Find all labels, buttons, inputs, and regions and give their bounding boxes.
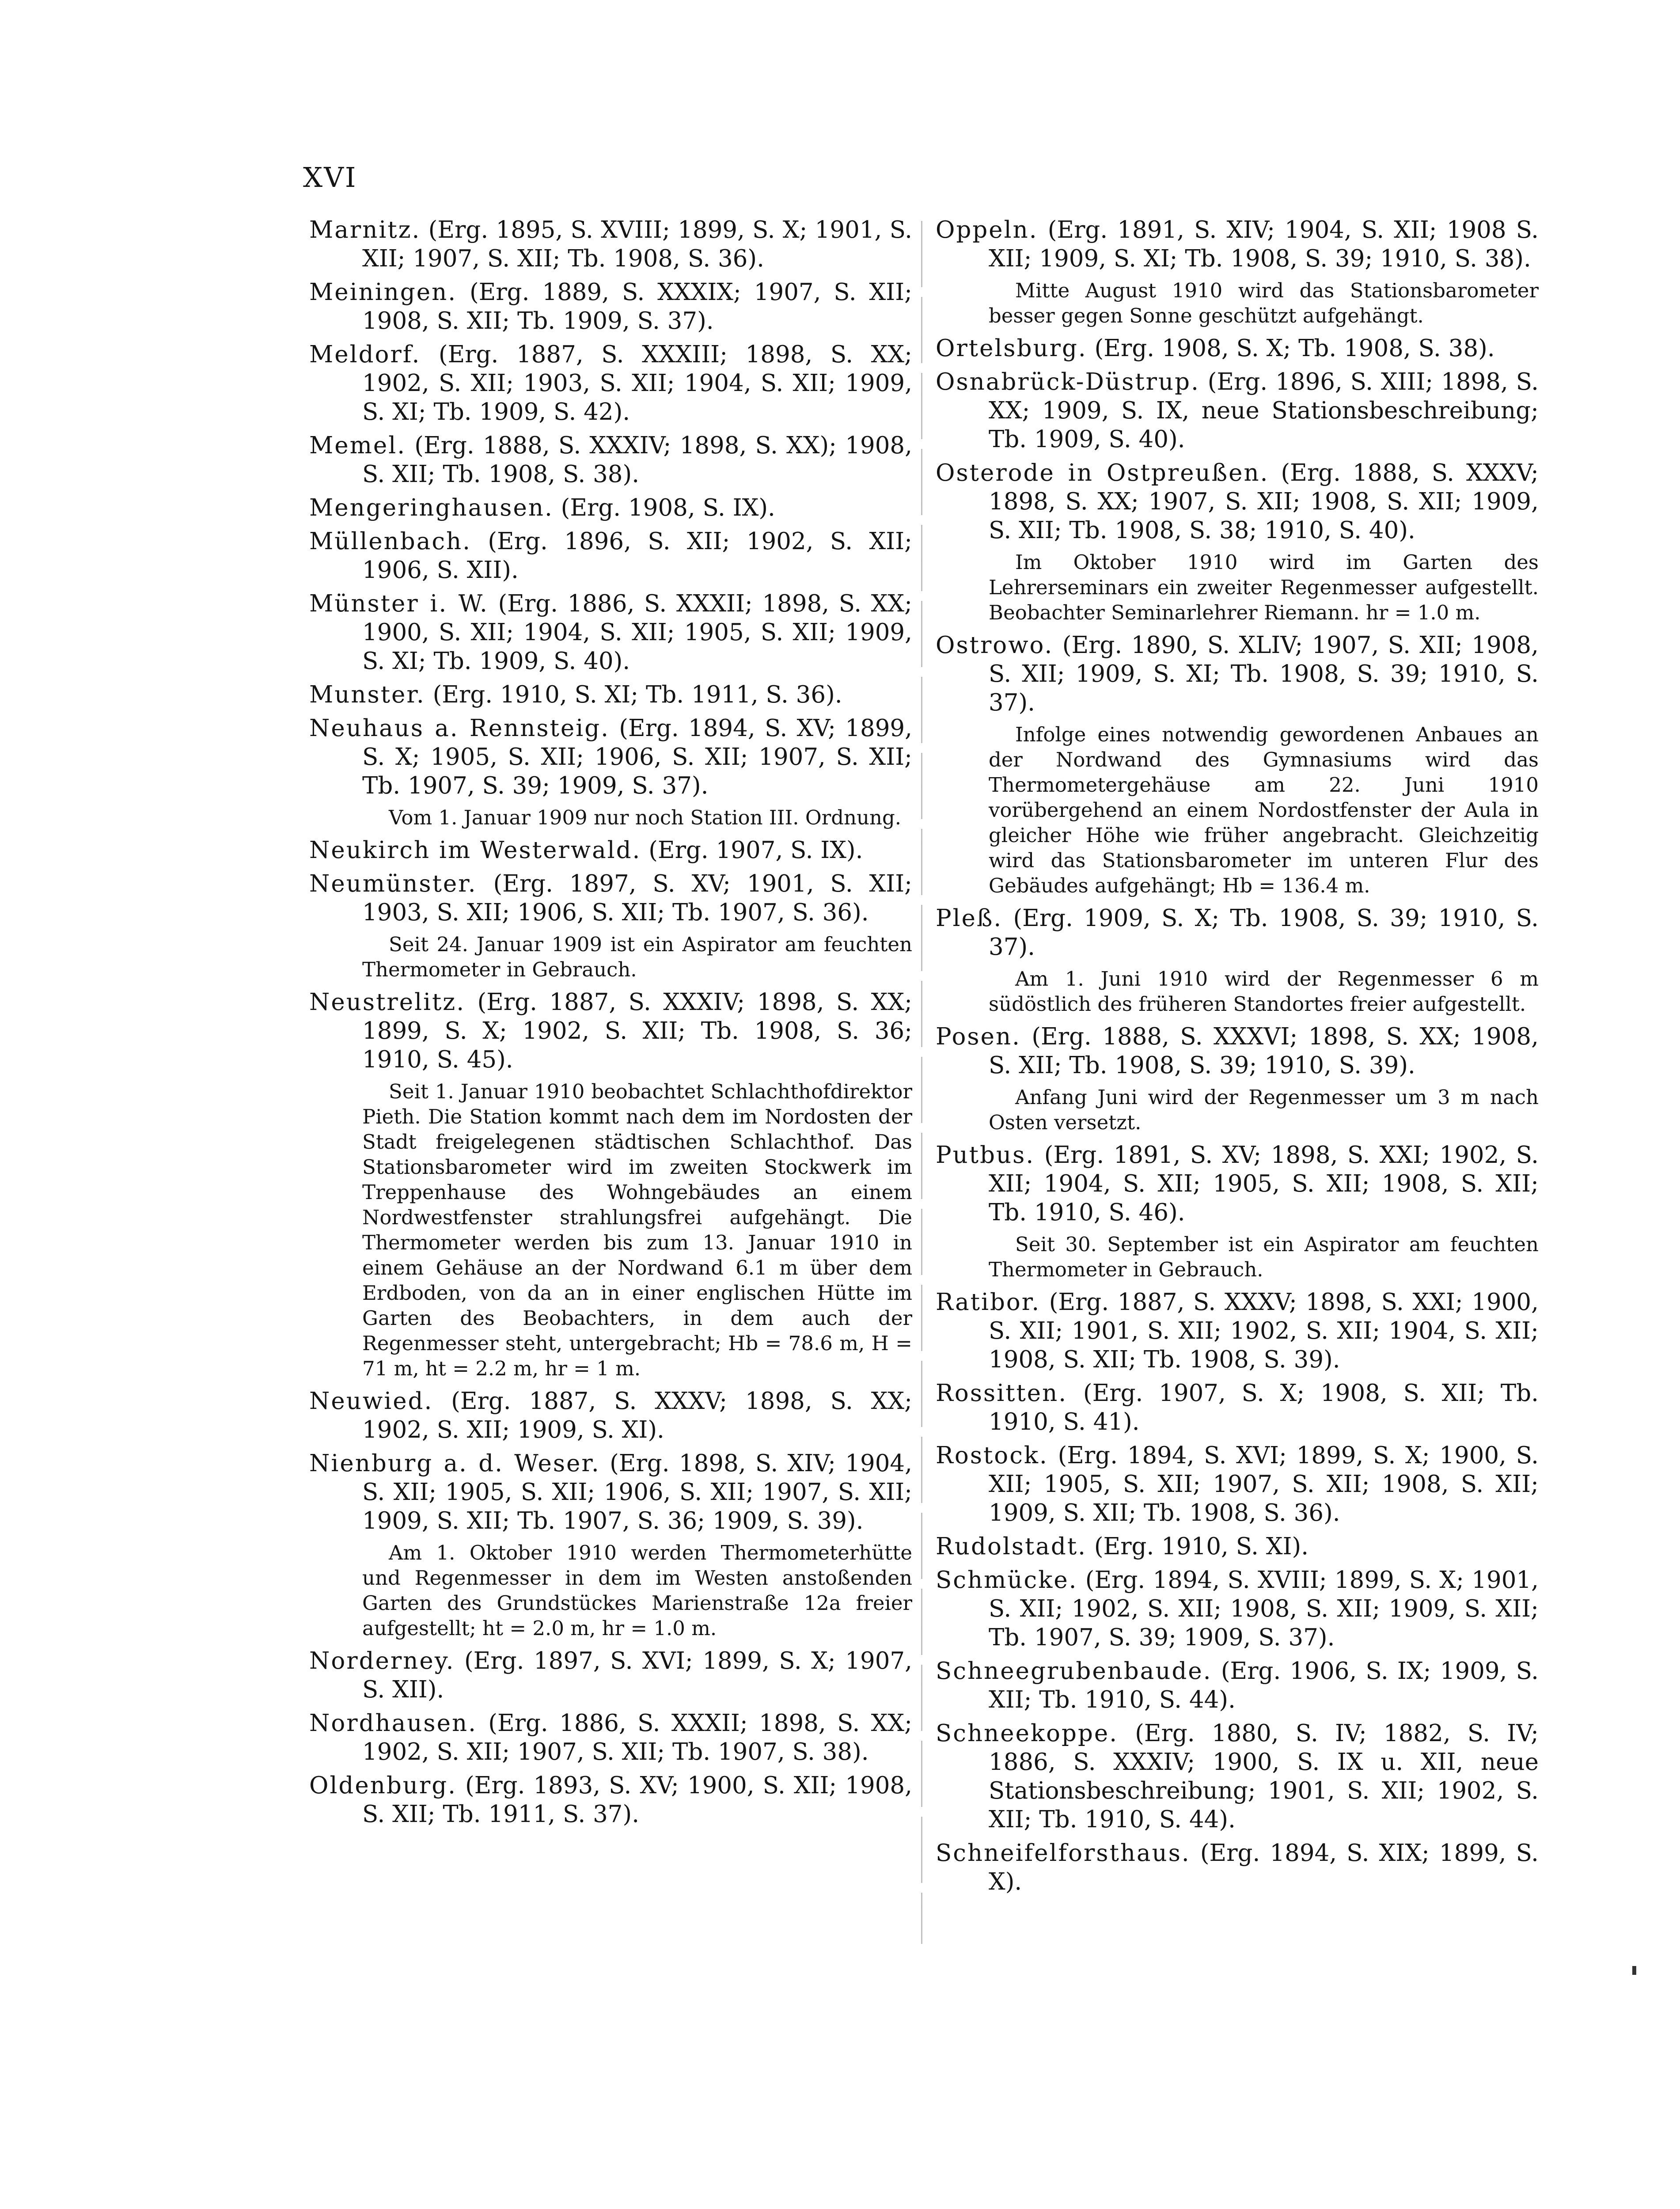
station-references: (Erg. 1907, S. IX).	[641, 837, 863, 864]
station-entry	[309, 836, 912, 865]
left-column	[309, 216, 912, 1833]
column-divider	[921, 221, 922, 1944]
station-name: Ortelsburg.	[936, 335, 1087, 362]
station-name: Meiningen.	[309, 279, 457, 306]
station-references: (Erg. 1888, S. XXXVI; 1898, S. XX; 1908, S. XII; Tb. 1908, S. 39; 1910, S. 39).	[989, 1023, 1539, 1079]
station-name: Rudolstadt.	[936, 1533, 1087, 1560]
station-name: Meldorf.	[309, 341, 421, 368]
station-name: Nordhausen.	[309, 1710, 477, 1737]
station-name: Müllenbach.	[309, 528, 471, 555]
station-entry	[309, 1709, 912, 1766]
station-name: Norderney.	[309, 1647, 455, 1674]
station-entry	[309, 1771, 912, 1829]
station-references: (Erg. 1908, S. X; Tb. 1908, S. 38).	[1087, 335, 1495, 362]
station-name: Schneifelforsthaus.	[936, 1840, 1191, 1867]
station-references: (Erg. 1908, S. IX).	[553, 494, 775, 521]
station-references: (Erg. 1896, S. XII; 1902, S. XII; 1906, S. XII).	[362, 528, 912, 584]
station-references: (Erg. 1907, S. X; 1908, S. XII; Tb. 1910, S. 41).	[989, 1380, 1539, 1435]
station-entry	[309, 988, 912, 1074]
station-name: Schneegrubenbaude.	[936, 1658, 1212, 1685]
station-references: (Erg. 1910, S. XI).	[1087, 1533, 1309, 1560]
station-name: Putbus.	[936, 1142, 1035, 1169]
station-entry	[936, 368, 1539, 454]
station-entry	[936, 334, 1539, 363]
station-entry	[936, 1022, 1539, 1080]
station-references: (Erg. 1893, S. XV; 1900, S. XII; 1908, S. XII; Tb. 1911, S. 37).	[362, 1772, 912, 1828]
station-entry	[309, 1449, 912, 1535]
ink-speck	[1632, 1966, 1636, 1975]
station-name: Oldenburg.	[309, 1772, 457, 1799]
station-name: Memel.	[309, 432, 406, 459]
station-references: (Erg. 1910, S. XI; Tb. 1911, S. 36).	[425, 681, 842, 708]
station-entry	[936, 1657, 1539, 1714]
station-name: Neustrelitz.	[309, 989, 466, 1016]
station-entry	[309, 278, 912, 335]
station-references: (Erg. 1898, S. XIV; 1904, S. XII; 1905, S. XII; 1906, S. XII; 1907, S. XII; 1909, S. XII; Tb. 1907, S. 36; 1909, S. 39).	[362, 1450, 913, 1534]
station-entry	[936, 1532, 1539, 1561]
station-references: (Erg. 1897, S. XV; 1901, S. XII; 1903, S. XII; 1906, S. XII; Tb. 1907, S. 36).	[362, 870, 912, 926]
station-name: Neukirch im Westerwald.	[309, 837, 641, 864]
station-entry	[936, 1288, 1539, 1374]
station-references: (Erg. 1891, S. XIV; 1904, S. XII; 1908 S. XII; 1909, S. XI; Tb. 1908, S. 39; 1910, S. 38).	[989, 216, 1539, 272]
station-entry	[309, 714, 912, 800]
station-entry	[936, 216, 1539, 273]
station-note: Infolge eines notwendig gewordenen Anbaues an der Nordwand des Gymnasiums wird das Thermometergehäuse am 22. Juni 1910 vorübergehend an einem Nordostfenster der Aula in gleicher Höhe wie früher angebracht. Gleichzeitig wird das Stationsbarometer im unteren Flur des Gebäudes aufgehängt; Hb = 136.4 m.	[989, 723, 1539, 897]
station-entry	[309, 1387, 912, 1444]
station-note: Vom 1. Januar 1909 nur noch Station III. Ordnung.	[389, 806, 902, 829]
station-name: Munster.	[309, 681, 425, 708]
station-references: (Erg. 1880, S. IV; 1882, S. IV; 1886, S. XXXIV; 1900, S. IX u. XII, neue Stationsbeschreibung; 1901, S. XII; 1902, S. XII; Tb. 1910, S. 44).	[989, 1720, 1539, 1833]
station-references: (Erg. 1888, S. XXXV; 1898, S. XX; 1907, S. XII; 1908, S. XII; 1909, S. XII; Tb. 1908, S. 38; 1910, S. 40).	[989, 459, 1539, 544]
station-entry	[936, 1839, 1539, 1896]
station-entry	[309, 1647, 912, 1704]
station-entry	[309, 431, 912, 489]
station-note: Seit 1. Januar 1910 beobachtet Schlachthofdirektor Pieth. Die Station kommt nach dem im Nordosten der Stadt freigelegenen städtischen Schlachthof. Das Stationsbarometer wird im zweiten Stockwerk im Treppenhause des Wohngebäudes an einem Nordwestfenster strahlungsfrei aufgehängt. Die Thermometer werden bis zum 13. Januar 1910 in einem Gehäuse an der Nordwand 6.1 m über dem Erdboden, von da an in einer englischen Hütte im Garten des Beobachters, in dem auch der Regenmesser steht, untergebracht; Hb = 78.6 m, H = 71 m, ht = 2.2 m, hr = 1 m.	[362, 1080, 912, 1380]
station-name: Pleß.	[936, 905, 1003, 932]
station-entry	[309, 869, 912, 927]
station-name: Schmücke.	[936, 1567, 1078, 1594]
station-references: (Erg. 1887, S. XXXV; 1898, S. XXI; 1900, S. XII; 1901, S. XII; 1902, S. XII; 1904, S. XII; 1908, S. XII; Tb. 1908, S. 39).	[989, 1289, 1539, 1373]
station-name: Posen.	[936, 1023, 1021, 1050]
page-number: XVI	[303, 161, 357, 194]
station-entry	[309, 527, 912, 585]
station-note: Am 1. Juni 1910 wird der Regenmesser 6 m südöstlich des früheren Standortes freier aufgestellt.	[989, 967, 1539, 1016]
station-note: Im Oktober 1910 wird im Garten des Lehrerseminars ein zweiter Regenmesser aufgestellt. Beobachter Seminarlehrer Riemann. hr = 1.0 m.	[989, 550, 1539, 624]
station-name: Rostock.	[936, 1442, 1048, 1469]
station-name: Ratibor.	[936, 1289, 1041, 1316]
station-name: Neumünster.	[309, 870, 477, 897]
station-entry	[936, 1379, 1539, 1436]
station-name: Oppeln.	[936, 216, 1038, 243]
station-entry	[309, 216, 912, 273]
station-entry	[936, 631, 1539, 717]
station-entry	[309, 680, 912, 709]
station-name: Schneekoppe.	[936, 1720, 1119, 1747]
station-references: (Erg. 1891, S. XV; 1898, S. XXI; 1902, S. XII; 1904, S. XII; 1905, S. XII; 1908, S. XII; Tb. 1910, S. 46).	[989, 1142, 1539, 1226]
station-name: Neuwied.	[309, 1388, 433, 1415]
station-entry	[309, 340, 912, 426]
station-entry	[936, 459, 1539, 545]
station-note: Am 1. Oktober 1910 werden Thermometerhütte und Regenmesser in dem im Westen anstoßenden Garten des Grundstückes Marienstraße 12a freier aufgestellt; ht = 2.0 m, hr = 1.0 m.	[362, 1541, 912, 1640]
station-references: (Erg. 1896, S. XIII; 1898, S. XX; 1909, S. IX, neue Stationsbeschreibung; Tb. 1909, S. 40).	[989, 368, 1539, 453]
station-references: (Erg. 1894, S. XIX; 1899, S. X).	[989, 1840, 1539, 1895]
station-entry	[936, 1719, 1539, 1834]
station-entry	[309, 589, 912, 676]
station-references: (Erg. 1887, S. XXXIII; 1898, S. XX; 1902, S. XII; 1903, S. XII; 1904, S. XII; 1909, S. XI; Tb. 1909, S. 42).	[362, 341, 912, 425]
station-references: (Erg. 1895, S. XVIII; 1899, S. X; 1901, S. XII; 1907, S. XII; Tb. 1908, S. 36).	[362, 216, 912, 272]
station-references: (Erg. 1894, S. XVI; 1899, S. X; 1900, S. XII; 1905, S. XII; 1907, S. XII; 1908, S. XII; 1909, S. XII; Tb. 1908, S. 36).	[989, 1442, 1539, 1526]
station-name: Mengeringhausen.	[309, 494, 554, 521]
station-note: Seit 30. September ist ein Aspirator am feuchten Thermometer in Gebrauch.	[989, 1233, 1539, 1281]
station-references: (Erg. 1890, S. XLIV; 1907, S. XII; 1908, S. XII; 1909, S. XI; Tb. 1908, S. 39; 1910, S. 37).	[989, 632, 1539, 716]
station-references: (Erg. 1886, S. XXXII; 1898, S. XX; 1900, S. XII; 1904, S. XII; 1905, S. XII; 1909, S. XI; Tb. 1909, S. 40).	[362, 590, 912, 675]
station-references: (Erg. 1889, S. XXXIX; 1907, S. XII; 1908, S. XII; Tb. 1909, S. 37).	[362, 279, 912, 334]
station-note: Mitte August 1910 wird das Stationsbarometer besser gegen Sonne geschützt aufgehängt.	[989, 279, 1539, 327]
station-name: Neuhaus a. Rennsteig.	[309, 715, 610, 742]
station-entry	[936, 1566, 1539, 1652]
station-references: (Erg. 1894, S. XV; 1899, S. X; 1905, S. XII; 1906, S. XII; 1907, S. XII; Tb. 1907, S. 39; 1909, S. 37).	[362, 715, 912, 799]
station-entry	[936, 904, 1539, 961]
station-entry	[309, 493, 912, 522]
station-name: Osnabrück-Düstrup.	[936, 368, 1200, 395]
station-name: Münster i. W.	[309, 590, 489, 617]
right-column	[936, 216, 1539, 1901]
station-references: (Erg. 1887, S. XXXIV; 1898, S. XX; 1899, S. X; 1902, S. XII; Tb. 1908, S. 36; 1910, S. 45).	[362, 989, 912, 1073]
station-references: (Erg. 1887, S. XXXV; 1898, S. XX; 1902, S. XII; 1909, S. XI).	[362, 1388, 912, 1443]
station-name: Nienburg a. d. Weser.	[309, 1450, 600, 1477]
station-references: (Erg. 1888, S. XXXIV; 1898, S. XX); 1908, S. XII; Tb. 1908, S. 38).	[362, 432, 912, 488]
station-entry	[936, 1141, 1539, 1227]
station-entry	[936, 1441, 1539, 1527]
station-references: (Erg. 1897, S. XVI; 1899, S. X; 1907, S. XII).	[362, 1647, 912, 1703]
station-note: Anfang Juni wird der Regenmesser um 3 m nach Osten versetzt.	[989, 1086, 1539, 1134]
station-references: (Erg. 1906, S. IX; 1909, S. XII; Tb. 1910, S. 44).	[989, 1658, 1539, 1713]
station-references: (Erg. 1894, S. XVIII; 1899, S. X; 1901, S. XII; 1902, S. XII; 1908, S. XII; 1909, S. XII; Tb. 1907, S. 39; 1909, S. 37).	[989, 1567, 1539, 1651]
station-name: Ostrowo.	[936, 632, 1054, 659]
station-references: (Erg. 1909, S. X; Tb. 1908, S. 39; 1910, S. 37).	[989, 905, 1539, 960]
station-note: Seit 24. Januar 1909 ist ein Aspirator am feuchten Thermometer in Gebrauch.	[362, 933, 912, 981]
station-name: Osterode in Ostpreußen.	[936, 459, 1269, 486]
station-name: Marnitz.	[309, 216, 421, 243]
station-name: Rossitten.	[936, 1380, 1068, 1407]
station-references: (Erg. 1886, S. XXXII; 1898, S. XX; 1902, S. XII; 1907, S. XII; Tb. 1907, S. 38).	[362, 1710, 912, 1765]
